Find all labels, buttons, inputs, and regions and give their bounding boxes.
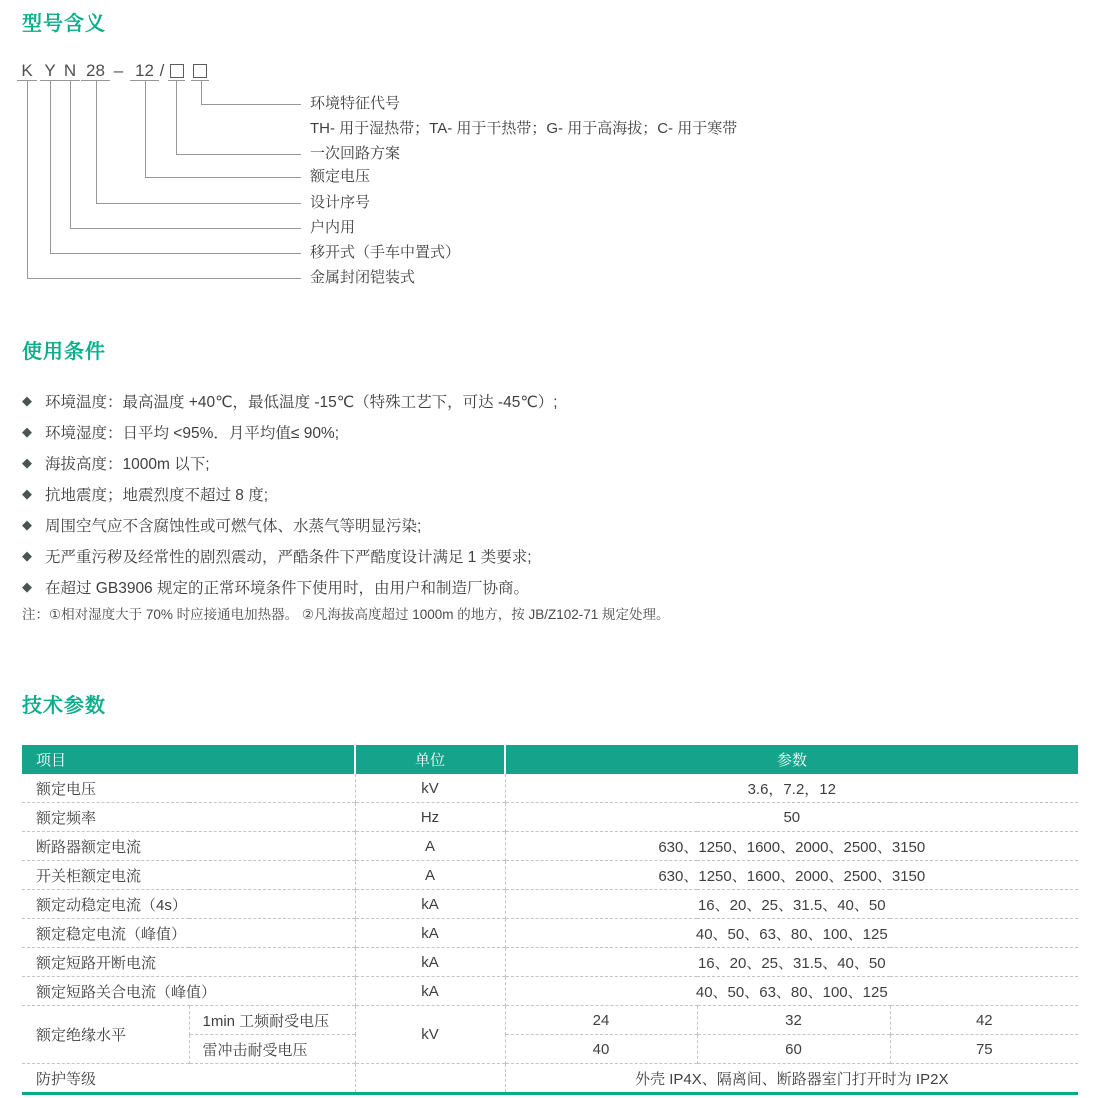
code-char-y: Y [40,61,60,81]
table-row [22,861,1078,890]
column-header-unit: 单位 [355,745,505,774]
list-item [22,385,1072,416]
technical-parameters-table [22,745,1078,1095]
param-subname: 雷冲击耐受电压 [189,1035,355,1064]
param-name: 断路器额定电流 [22,832,355,861]
usage-item-beyond-standard: 在超过 GB3906 规定的正常环境条件下使用时，由用户和制造厂协商。 [45,579,529,597]
param-name: 额定频率 [22,803,355,832]
param-value: 630、1250、1600、2000、2500、3150 [505,861,1078,890]
param-value: 40、50、63、80、100、125 [505,919,1078,948]
param-value: 32 [697,1006,890,1035]
param-name: 额定绝缘水平 [22,1006,189,1064]
list-item [22,478,1072,509]
diagram-label-design-serial: 设计序号 [310,194,371,211]
param-unit: kV [355,1006,505,1064]
param-name: 额定电压 [36,780,97,798]
technical-parameters-table-wrapper [22,745,1078,1095]
column-header-item: 项目 [22,745,355,774]
diagram-label-metal-clad: 金属封闭铠装式 [310,269,416,286]
code-slash: / [159,61,165,80]
list-item [22,509,1072,540]
column-header-param: 参数 [505,745,1078,774]
code-char-k: K [17,61,37,81]
param-value: 外壳 IP4X、隔离间、断路器室门打开时为 IP2X [505,1064,1078,1094]
param-value: 40、50、63、80、100、125 [505,977,1078,1006]
param-name: 额定稳定电流（峰值） [22,919,355,948]
diamond-bullet-icon: ◆ [22,517,32,532]
diamond-bullet-icon: ◆ [22,393,32,408]
table-row [22,890,1078,919]
param-unit: kA [355,977,505,1006]
table-row [22,832,1078,861]
param-subname: 1min 工频耐受电压 [189,1006,355,1035]
param-unit [355,1064,505,1094]
param-name: 开关柜额定电流 [22,861,355,890]
table-row [22,774,1078,803]
diagram-label-primary-circuit: 一次回路方案 [310,145,401,162]
usage-item-humidity: 环境湿度：日平均 <95%．月平均值≤ 90%; [45,424,340,442]
param-name: 额定动稳定电流（4s） [22,890,355,919]
diagram-label-environment-codes-detail: TH- 用于湿热带；TA- 用于干热带；G- 用于高海拔；C- 用于寒带 [310,120,738,137]
param-unit: A [355,832,505,861]
model-designation-diagram [0,0,1100,310]
table-row-insulation-1 [22,1006,1078,1035]
code-num-12: 12 [130,61,159,81]
usage-conditions-list [22,385,1072,602]
param-value: 42 [890,1006,1078,1035]
param-value: 60 [697,1035,890,1064]
param-value: 50 [505,803,1078,832]
param-unit: kA [355,890,505,919]
code-char-n: N [60,61,80,81]
param-name: 防护等级 [22,1064,355,1094]
list-item [22,416,1072,447]
section-title-model-meaning: 型号含义 [22,13,106,35]
table-header-row [22,745,1078,774]
diamond-bullet-icon: ◆ [22,424,32,439]
usage-item-temperature: 环境温度：最高温度 +40℃，最低温度 -15℃（特殊工艺下，可达 -45℃）; [45,393,558,411]
diamond-bullet-icon: ◆ [22,486,32,501]
param-value: 75 [890,1035,1078,1064]
table-row [22,948,1078,977]
usage-note: 注：①相对湿度大于 70% 时应接通电加热器。 ②凡海拔高度超过 1000m 的地方，按 JB/Z102-71 规定处理。 [22,607,670,622]
diagram-label-environment-code: 环境特征代号 [310,95,401,112]
diagram-label-rated-voltage: 额定电压 [310,168,371,185]
placeholder-square-icon [170,64,184,78]
code-placeholder-box-2 [191,61,209,81]
usage-item-altitude: 海拔高度：1000m 以下; [45,455,210,473]
param-unit: kV [355,774,505,803]
param-value: 630、1250、1600、2000、2500、3150 [505,832,1078,861]
diagram-label-withdrawable: 移开式（手车中置式） [310,244,461,261]
usage-item-vibration: 无严重污秽及经常性的剧烈震动，严酷条件下严酷度设计满足 1 类要求; [45,548,532,566]
param-value: 16、20、25、31.5、40、50 [505,948,1078,977]
param-unit: kA [355,948,505,977]
connector-line-box2 [201,81,301,105]
section-title-technical-parameters: 技术参数 [22,695,106,717]
param-name: 额定短路开断电流 [22,948,355,977]
table-row [22,803,1078,832]
list-item [22,540,1072,571]
param-value: 40 [505,1035,697,1064]
param-name: 额定短路关合电流（峰值） [22,977,355,1006]
usage-item-air: 周围空气应不含腐蚀性或可燃气体、水蒸气等明显污染; [45,517,422,535]
diamond-bullet-icon: ◆ [22,579,32,594]
usage-item-seismic: 抗地震度；地震烈度不超过 8 度; [45,486,269,504]
table-row [22,977,1078,1006]
param-unit: Hz [355,803,505,832]
code-placeholder-box-1 [168,61,185,81]
list-item [22,571,1072,602]
code-dash: – [113,61,124,80]
section-title-usage-conditions: 使用条件 [22,341,106,363]
diamond-bullet-icon: ◆ [22,548,32,563]
diagram-label-indoor-use: 户内用 [310,219,356,236]
param-unit: kA [355,919,505,948]
diamond-bullet-icon: ◆ [22,455,32,470]
param-value: 3.6，7.2，12 [747,780,836,798]
placeholder-square-icon [193,64,207,78]
param-value: 24 [505,1006,697,1035]
code-num-28: 28 [81,61,110,81]
param-value: 16、20、25、31.5、40、50 [505,890,1078,919]
table-row-protection [22,1064,1078,1094]
table-row [22,919,1078,948]
param-unit: A [355,861,505,890]
list-item [22,447,1072,478]
